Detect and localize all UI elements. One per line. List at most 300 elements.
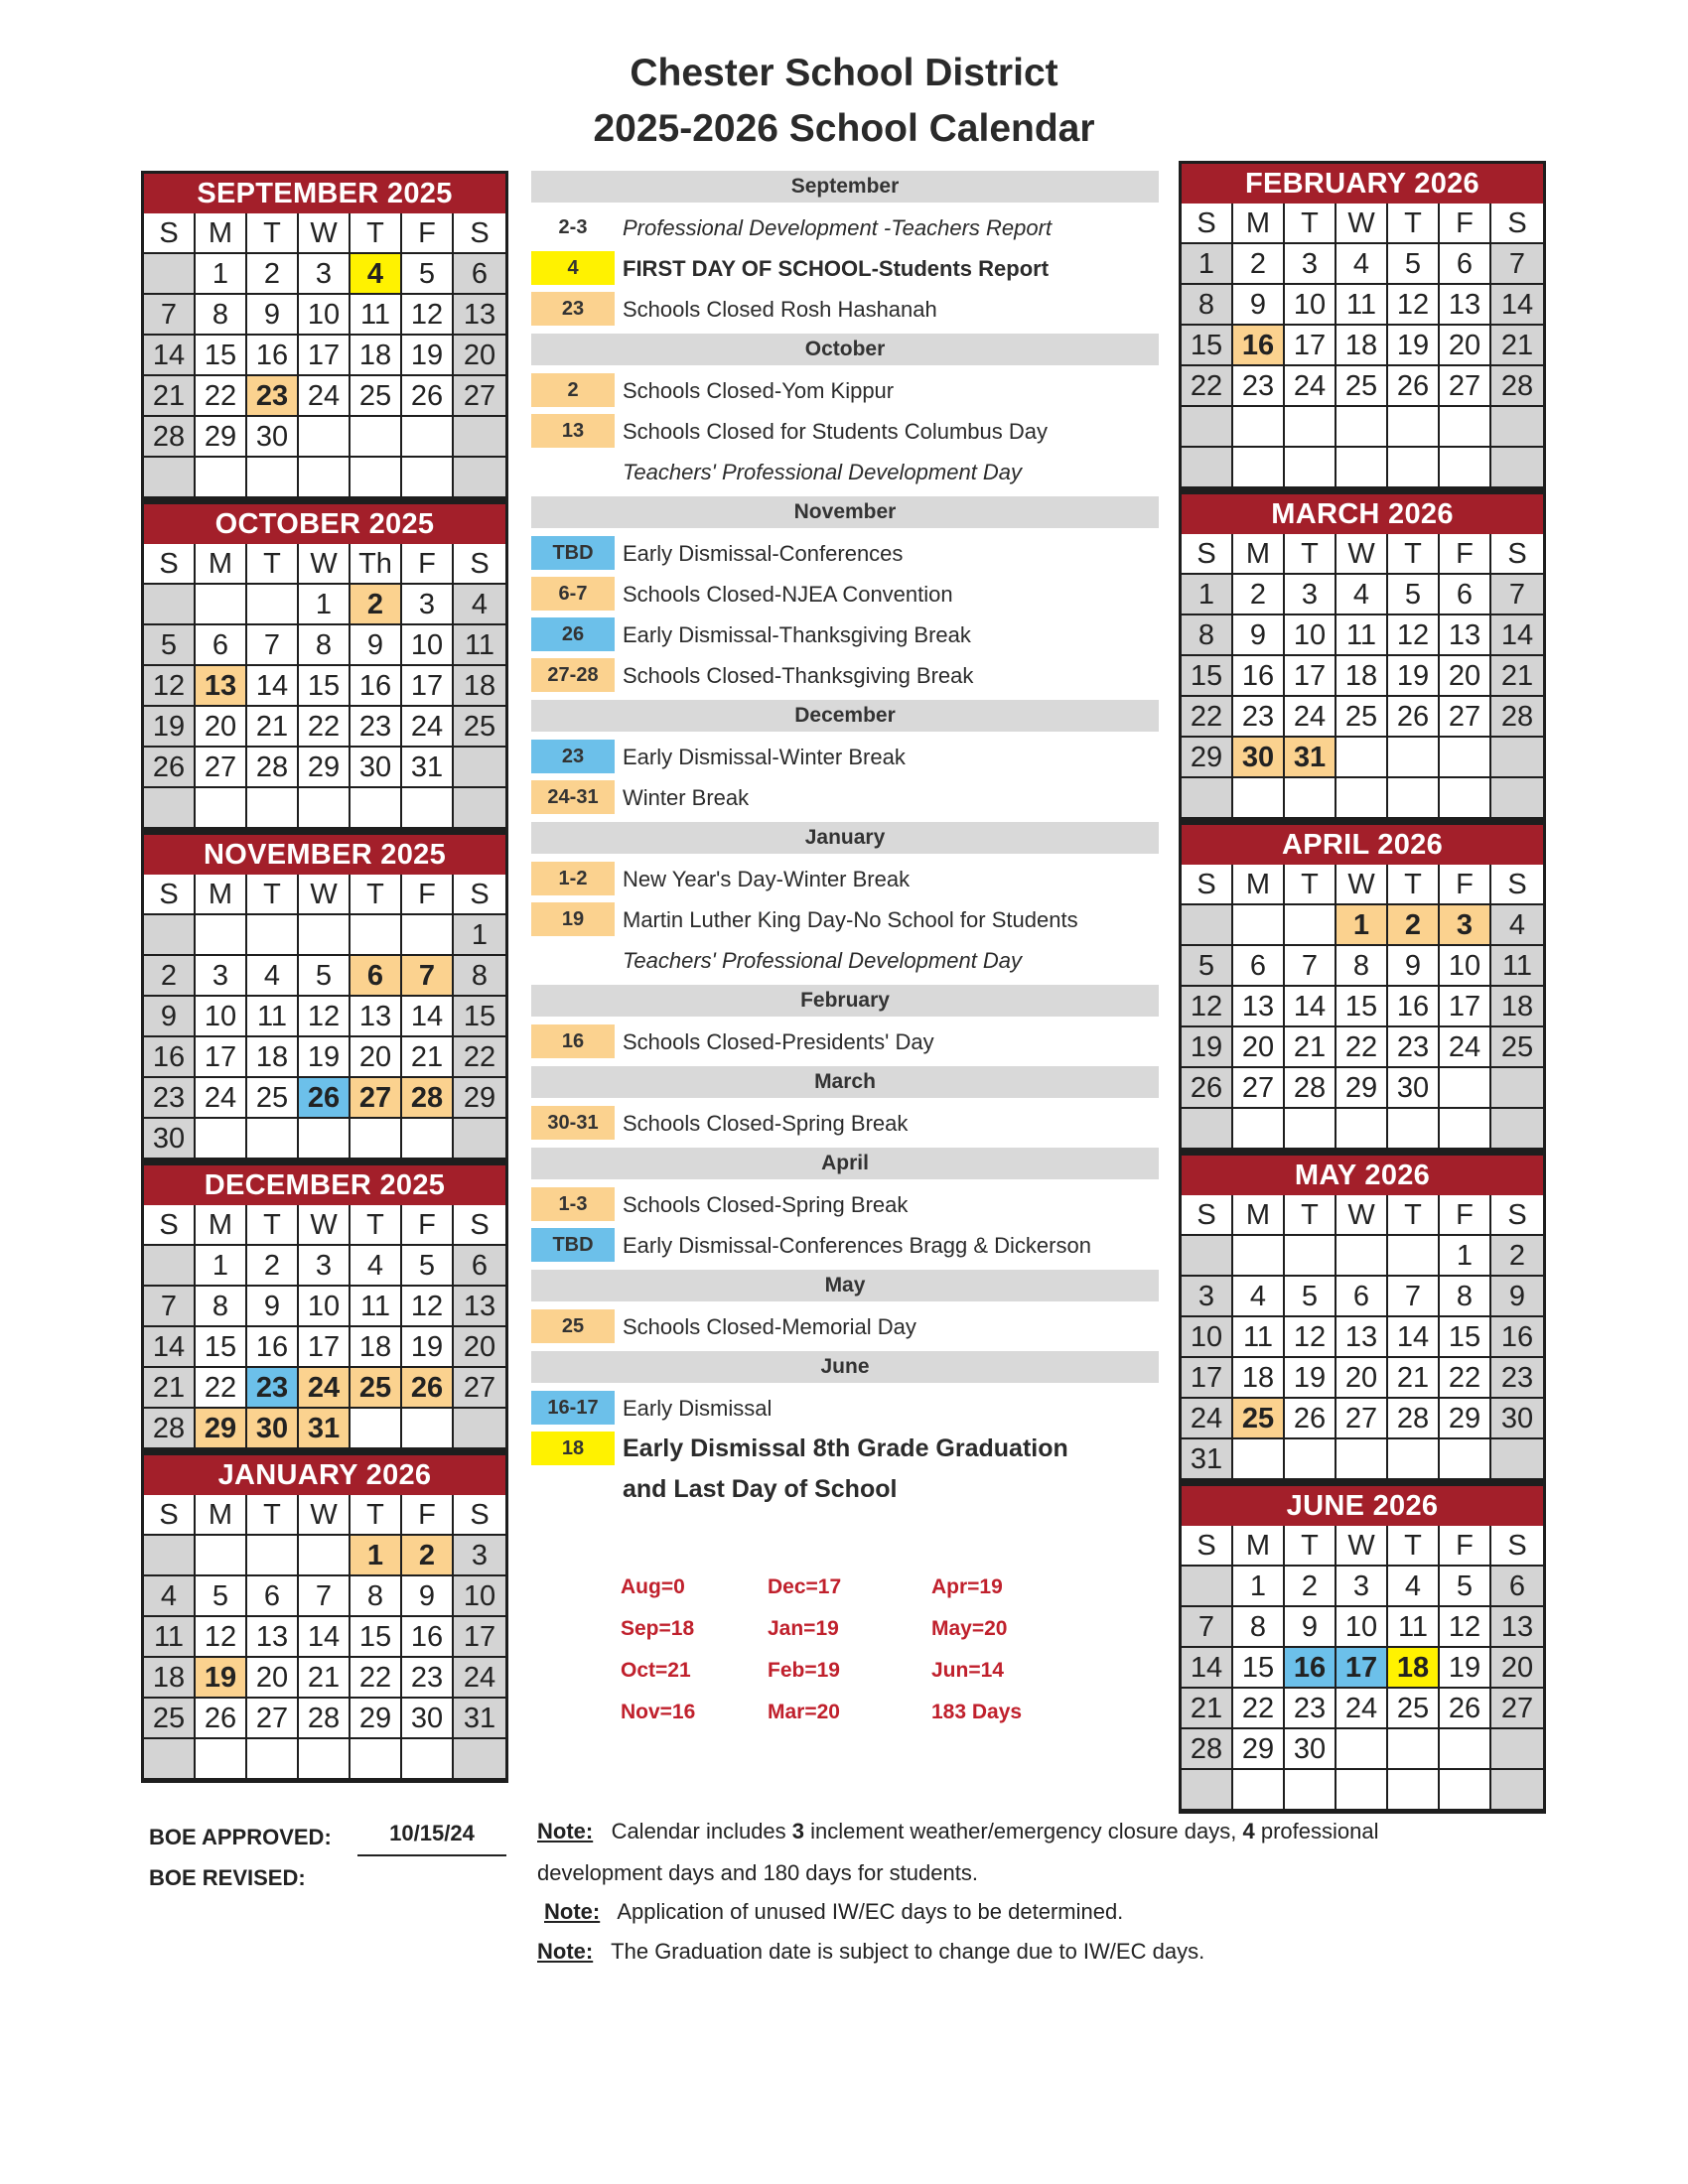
day-cell: 3 [1285,575,1336,615]
calendar-grid [144,544,505,829]
day-cell: 9 [144,997,196,1037]
day-cell: 1 [196,254,247,295]
day-cell: 6 [196,625,247,666]
day-cell: 3 [454,1536,505,1576]
day-cell: 28 [247,748,299,788]
day-cell: 12 [196,1617,247,1658]
event-date: 4 [531,251,615,285]
day-cell: 6 [247,1576,299,1617]
day-cell: 29 [1233,1729,1285,1770]
calendar-month-title: NOVEMBER 2025 [144,835,505,875]
day-cell: 15 [1182,326,1233,366]
calendar-grid [1182,1195,1543,1480]
day-cell: 8 [1182,615,1233,656]
empty-day-cell [1388,1729,1440,1770]
empty-day-cell [1182,1109,1233,1150]
day-cell: 12 [1182,987,1233,1027]
empty-day-cell [144,458,196,498]
empty-day-cell [196,1536,247,1576]
empty-day-cell [144,1246,196,1287]
weekday-header: W [299,1205,351,1246]
day-cell: 3 [299,254,351,295]
day-cell: 18 [351,1327,402,1368]
day-cell: 11 [144,1617,196,1658]
day-cell: 7 [1491,244,1543,285]
day-cell: 18 [454,666,505,707]
day-cell: 18 [1491,987,1543,1027]
day-cell: 16 [144,1037,196,1078]
event-date: 24-31 [531,780,615,814]
empty-day-cell [1336,1439,1388,1480]
empty-day-cell [1491,1068,1543,1109]
day-count-row [621,1608,1097,1650]
day-cell: 11 [247,997,299,1037]
event-row [531,1469,1159,1510]
note-1-num-b: 4 [1242,1819,1255,1843]
empty-day-cell [1336,1770,1388,1811]
weekday-header: T [247,213,299,254]
calendar-month-title: APRIL 2026 [1182,825,1543,865]
calendar-month-title: DECEMBER 2025 [144,1165,505,1205]
day-cell: 27 [1336,1399,1388,1439]
day-cell: 4 [1491,905,1543,946]
day-cell: 29 [1440,1399,1491,1439]
day-cell: 15 [196,1327,247,1368]
day-cell: 24 [1285,366,1336,407]
day-cell: 2 [1491,1236,1543,1277]
weekday-header: W [1336,865,1388,905]
empty-day-cell [1491,1729,1543,1770]
day-cell: 20 [454,336,505,376]
event-row [531,1388,1159,1429]
empty-day-cell [1440,778,1491,819]
calendar-grid [1182,534,1543,819]
event-row [531,248,1159,289]
events-list [531,167,1159,1510]
event-month-header: February [531,985,1159,1017]
empty-day-cell [1233,407,1285,448]
day-cell: 13 [1491,1607,1543,1648]
weekday-header: T [1285,534,1336,575]
day-count: 183 Days [931,1701,1023,1723]
day-cell: 22 [196,1368,247,1409]
day-cell: 17 [299,1327,351,1368]
note-1-label: Note: [537,1819,594,1843]
day-cell: 3 [1182,1277,1233,1317]
day-cell: 22 [1182,366,1233,407]
day-cell: 21 [144,376,196,417]
day-cell: 5 [402,254,454,295]
day-cell: 11 [351,295,402,336]
weekday-header: W [299,213,351,254]
calendar-grid [144,213,505,498]
empty-day-cell [1182,448,1233,488]
day-cell: 21 [247,707,299,748]
day-count: Dec=17 [768,1575,842,1598]
weekday-header: S [1491,534,1543,575]
day-cell: 2 [1285,1567,1336,1607]
day-cell: 19 [1388,656,1440,697]
day-cell: 26 [402,1368,454,1409]
day-cell: 27 [1233,1068,1285,1109]
event-description: Early Dismissal-Winter Break [623,745,906,769]
weekday-header: S [1491,865,1543,905]
day-cell: 31 [1182,1439,1233,1480]
right-calendar-column [1179,161,1546,1814]
empty-day-cell [402,1409,454,1449]
weekday-header: T [1388,534,1440,575]
day-cell: 29 [299,748,351,788]
empty-day-cell [351,1739,402,1780]
day-cell: 11 [1336,285,1388,326]
day-count: Apr=19 [931,1575,1003,1598]
day-cell: 8 [299,625,351,666]
day-cell: 1 [1336,905,1388,946]
day-cell: 6 [351,956,402,997]
event-row [531,411,1159,452]
day-cell: 2 [247,254,299,295]
empty-day-cell [1233,1109,1285,1150]
day-cell: 18 [351,336,402,376]
event-description: New Year's Day-Winter Break [623,867,911,891]
note-2-text: Application of unused IW/EC days to be determined. [617,1899,1124,1924]
day-cell: 6 [1336,1277,1388,1317]
weekday-header: F [1440,534,1491,575]
day-cell: 14 [144,1327,196,1368]
note-1-text-c: professional [1254,1819,1379,1843]
day-cell: 25 [1336,366,1388,407]
day-cell: 7 [144,295,196,336]
weekday-header: S [1182,204,1233,244]
day-cell: 16 [1285,1648,1336,1689]
weekday-header: T [247,1495,299,1536]
calendar-month-title: JUNE 2026 [1182,1486,1543,1526]
note-3-label: Note: [537,1939,594,1964]
empty-day-cell [1285,1439,1336,1480]
empty-day-cell [144,788,196,829]
empty-day-cell [247,1536,299,1576]
empty-day-cell [247,1119,299,1160]
empty-day-cell [1336,1109,1388,1150]
calendar-december-2025 [141,1162,508,1452]
day-cell: 25 [454,707,505,748]
day-cell: 13 [1336,1317,1388,1358]
day-cell: 5 [1440,1567,1491,1607]
day-cell: 4 [1336,575,1388,615]
district-title: Chester School District [630,52,1058,94]
event-description: Teachers' Professional Development Day [623,948,1023,973]
day-cell: 25 [247,1078,299,1119]
weekday-header: S [454,1205,505,1246]
day-cell: 2 [351,585,402,625]
day-cell: 1 [1440,1236,1491,1277]
weekday-header: F [402,1205,454,1246]
calendar-month-title: JANUARY 2026 [144,1455,505,1495]
day-cell: 25 [1233,1399,1285,1439]
calendar-march-2026 [1179,491,1546,822]
day-cell: 11 [454,625,505,666]
day-cell: 13 [454,1287,505,1327]
day-cell: 24 [402,707,454,748]
calendar-april-2026 [1179,822,1546,1153]
weekday-header: F [1440,204,1491,244]
weekday-header: T [247,875,299,915]
empty-day-cell [454,1739,505,1780]
event-month-header: November [531,496,1159,528]
day-count: May=20 [931,1617,1008,1640]
day-cell: 26 [196,1699,247,1739]
empty-day-cell [1285,778,1336,819]
event-row [531,1225,1159,1266]
event-row [531,452,1159,492]
day-cell: 4 [1233,1277,1285,1317]
day-cell: 30 [1388,1068,1440,1109]
event-description: Winter Break [623,785,750,810]
day-cell: 2 [1233,575,1285,615]
day-cell: 22 [1182,697,1233,738]
day-cell: 28 [1491,366,1543,407]
day-cell: 31 [402,748,454,788]
weekday-header: T [351,1205,402,1246]
day-cell: 10 [402,625,454,666]
day-cell: 13 [1233,987,1285,1027]
weekday-header: F [402,1495,454,1536]
day-cell: 4 [247,956,299,997]
day-cell: 4 [351,1246,402,1287]
calendar-grid [144,1205,505,1449]
day-cell: 7 [299,1576,351,1617]
day-cell: 14 [1388,1317,1440,1358]
day-cell: 21 [1388,1358,1440,1399]
day-cell: 28 [144,1409,196,1449]
empty-day-cell [1182,778,1233,819]
calendar-september-2025 [141,171,508,501]
day-cell: 22 [196,376,247,417]
weekday-header: S [144,544,196,585]
empty-day-cell [402,1739,454,1780]
day-cell: 28 [1388,1399,1440,1439]
day-cell: 26 [1388,697,1440,738]
empty-day-cell [454,458,505,498]
day-cell: 9 [1285,1607,1336,1648]
day-cell: 25 [144,1699,196,1739]
day-cell: 23 [247,1368,299,1409]
day-cell: 9 [1233,285,1285,326]
day-cell: 9 [1233,615,1285,656]
day-cell: 28 [299,1699,351,1739]
empty-day-cell [1182,407,1233,448]
day-cell: 17 [1285,656,1336,697]
empty-day-cell [1491,407,1543,448]
empty-day-cell [454,1119,505,1160]
empty-day-cell [144,585,196,625]
day-cell: 10 [1285,285,1336,326]
weekday-header: W [1336,1526,1388,1567]
day-cell: 25 [1388,1689,1440,1729]
day-cell: 14 [299,1617,351,1658]
event-date: TBD [531,536,615,570]
empty-day-cell [351,788,402,829]
event-date: 1-3 [531,1187,615,1221]
empty-day-cell [1440,1770,1491,1811]
day-cell: 28 [144,417,196,458]
day-cell: 21 [1182,1689,1233,1729]
day-cell: 18 [247,1037,299,1078]
calendar-grid [1182,204,1543,488]
empty-day-cell [1388,738,1440,778]
event-description: Schools Closed-Yom Kippur [623,378,895,403]
day-cell: 29 [351,1699,402,1739]
day-cell: 3 [1336,1567,1388,1607]
calendar-month-title: MAY 2026 [1182,1156,1543,1195]
weekday-header: F [402,544,454,585]
day-cell: 28 [1285,1068,1336,1109]
empty-day-cell [1388,448,1440,488]
empty-day-cell [1336,1729,1388,1770]
day-cell: 16 [1233,656,1285,697]
day-cell: 27 [196,748,247,788]
weekday-header: T [1285,1195,1336,1236]
event-description: Schools Closed-Presidents' Day [623,1029,934,1054]
calendar-november-2025 [141,832,508,1162]
day-cell: 21 [402,1037,454,1078]
event-month-header: June [531,1351,1159,1383]
weekday-header: W [1336,204,1388,244]
day-cell: 2 [247,1246,299,1287]
day-cell: 27 [454,1368,505,1409]
day-cell: 7 [402,956,454,997]
day-cell: 2 [1233,244,1285,285]
empty-day-cell [247,1739,299,1780]
day-cell: 20 [1440,326,1491,366]
empty-day-cell [1182,1236,1233,1277]
day-cell: 4 [1388,1567,1440,1607]
day-cell: 28 [1491,697,1543,738]
day-cell: 9 [1491,1277,1543,1317]
event-row [531,1429,1159,1469]
day-cell: 16 [1388,987,1440,1027]
weekday-header: F [402,875,454,915]
weekday-header: W [1336,534,1388,575]
empty-day-cell [1336,778,1388,819]
empty-day-cell [1440,1068,1491,1109]
day-cell: 23 [247,376,299,417]
day-cell: 1 [351,1536,402,1576]
event-description: Martin Luther King Day-No School for Students [623,907,1078,932]
day-cell: 11 [351,1287,402,1327]
empty-day-cell [299,788,351,829]
empty-day-cell [1233,905,1285,946]
day-cell: 14 [247,666,299,707]
day-cell: 10 [1285,615,1336,656]
weekday-header: W [1336,1195,1388,1236]
day-cell: 24 [1336,1689,1388,1729]
event-date: 1-2 [531,862,615,895]
empty-day-cell [1233,448,1285,488]
empty-day-cell [1388,1109,1440,1150]
empty-day-cell [247,788,299,829]
weekday-header: T [351,213,402,254]
weekday-header: S [1182,1195,1233,1236]
event-row [531,859,1159,899]
day-cell: 13 [196,666,247,707]
day-cell: 13 [454,295,505,336]
empty-day-cell [1336,1236,1388,1277]
empty-day-cell [144,1739,196,1780]
empty-day-cell [144,915,196,956]
empty-day-cell [1388,1236,1440,1277]
day-cell: 17 [299,336,351,376]
note-3 [537,1939,1204,1965]
calendar-month-title: FEBRUARY 2026 [1182,164,1543,204]
event-description: Early Dismissal [623,1396,773,1421]
weekday-header: S [144,1495,196,1536]
empty-day-cell [1233,1770,1285,1811]
event-row [531,1184,1159,1225]
event-month-header: October [531,334,1159,365]
day-cell: 18 [1336,326,1388,366]
day-cell: 7 [1491,575,1543,615]
day-cell: 19 [196,1658,247,1699]
day-cell: 21 [1285,1027,1336,1068]
day-cell: 17 [1182,1358,1233,1399]
calendar-grid [144,875,505,1160]
day-cell: 1 [196,1246,247,1287]
weekday-header: W [299,544,351,585]
empty-day-cell [402,458,454,498]
weekday-header: T [1285,865,1336,905]
event-row [531,1103,1159,1144]
weekday-header: S [1491,1526,1543,1567]
day-cell: 24 [196,1078,247,1119]
day-cell: 15 [1440,1317,1491,1358]
day-cell: 8 [196,1287,247,1327]
day-cell: 7 [144,1287,196,1327]
empty-day-cell [1491,1439,1543,1480]
event-month-header: May [531,1270,1159,1301]
event-description: Early Dismissal-Conferences [623,541,904,566]
day-cell: 3 [402,585,454,625]
empty-day-cell [1440,448,1491,488]
day-cell: 6 [1491,1567,1543,1607]
calendar-may-2026 [1179,1153,1546,1483]
day-cell: 27 [454,376,505,417]
empty-day-cell [299,1536,351,1576]
note-1 [537,1819,1530,1844]
day-cell: 13 [247,1617,299,1658]
day-cell: 11 [1388,1607,1440,1648]
day-cell: 20 [351,1037,402,1078]
day-cell: 15 [299,666,351,707]
day-cell: 12 [1388,615,1440,656]
day-cell: 30 [1233,738,1285,778]
empty-day-cell [1491,778,1543,819]
note-2 [544,1899,1123,1925]
event-date: 13 [531,414,615,448]
day-cell: 14 [1285,987,1336,1027]
weekday-header: S [1491,204,1543,244]
day-cell: 6 [454,254,505,295]
day-cell: 25 [351,1368,402,1409]
day-cell: 13 [1440,285,1491,326]
empty-day-cell [1440,1109,1491,1150]
day-cell: 9 [247,295,299,336]
boe-approved-date: 10/15/24 [357,1821,506,1856]
weekday-header: T [1388,1195,1440,1236]
event-row [531,737,1159,777]
empty-day-cell [247,585,299,625]
day-cell: 20 [247,1658,299,1699]
